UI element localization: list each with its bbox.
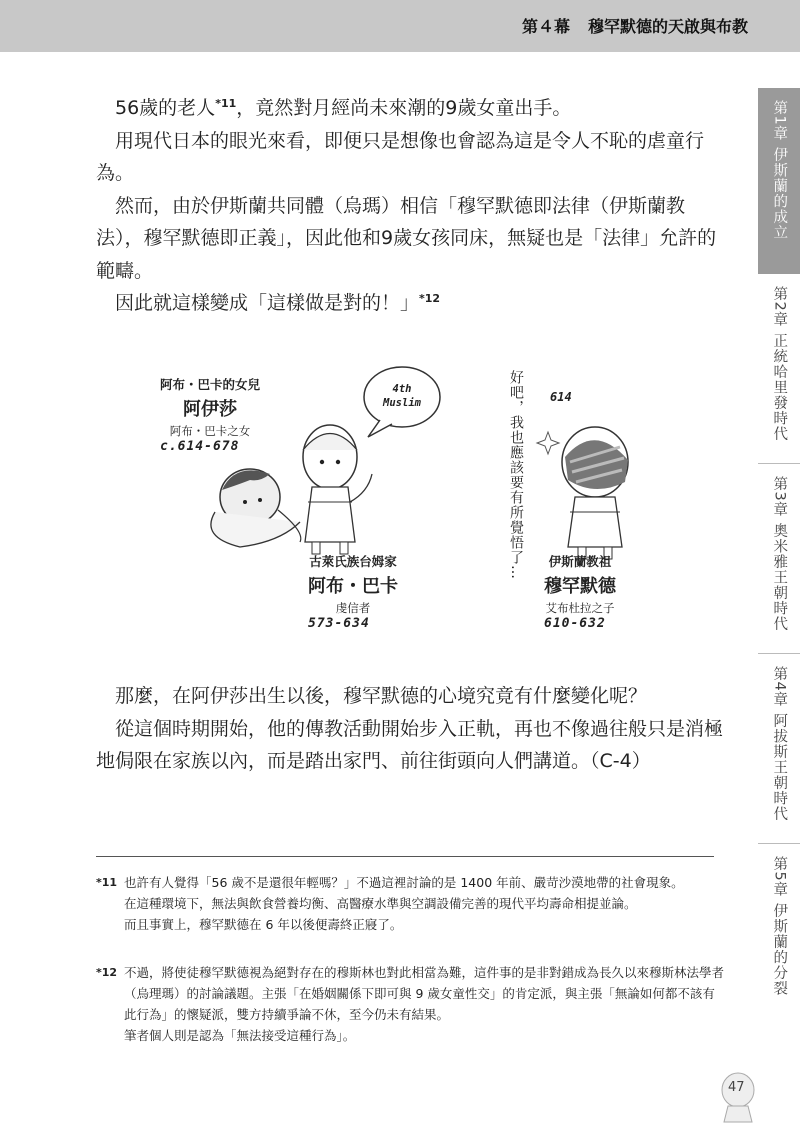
sidebar-chapter-5[interactable] — [758, 844, 800, 1010]
sidebar-chapter-1[interactable] — [758, 88, 800, 274]
sidebar-chapter-5-title: 伊斯蘭的分裂 — [771, 903, 788, 997]
bubble-line-2: Muslim — [383, 397, 421, 409]
abubakr-dates: 573-634 — [308, 616, 370, 631]
abubakr-name: 阿布・巴卡 — [308, 576, 398, 597]
sidebar-chapter-2-title: 正統哈里發時代 — [771, 333, 788, 442]
aisha-label — [160, 375, 260, 454]
paragraph-5: 那麼，在阿伊莎出生以後，穆罕默德的心境究竟有什麼變化呢？ — [115, 685, 648, 707]
year-label: 614 — [550, 390, 572, 404]
bubble-line-1: 4th — [392, 383, 412, 395]
body-text-top — [96, 92, 726, 320]
footnote-12-mark: *12 — [96, 966, 118, 979]
aisha-figure — [211, 469, 301, 547]
running-header — [0, 0, 800, 52]
aisha-kicker: 阿布・巴卡的女兒 — [160, 377, 261, 392]
footnote-11 — [96, 872, 726, 935]
aisha-name: 阿伊莎 — [183, 399, 237, 420]
sidebar-chapter-2-num: 第2章 — [771, 286, 788, 328]
paragraph-2: 用現代日本的眼光來看，即便只是想像也會認為這是令人不恥的虐童行為。 — [96, 129, 705, 184]
footnote-12-line-1: 不過，將使徒穆罕默德視為絕對存在的穆斯林也對此相當為難，這件事的是非對錯成為長久以來穆斯林法學者（烏理瑪）的討論議題。主張「在婚姻關係下即可與 9 歲女童性交」的肯定派，與主張「無論如何都不該有此行為」的懷疑派，雙方持續爭論不休，至今仍未有結果。 — [124, 965, 725, 1022]
p4-text: 因此就這樣變成「這樣做是對的！」 — [115, 292, 420, 314]
mascot-icon — [716, 1068, 760, 1126]
header-title — [522, 14, 748, 37]
speech-col-2: 我也應該要有所覺悟了… — [508, 415, 524, 580]
paragraph-3: 然而，由於伊斯蘭共同體（烏瑪）相信「穆罕默德即法律（伊斯蘭教法），穆罕默德即正義」，因此他和9歲女孩同床，無疑也是「法律」允許的範疇。 — [96, 194, 717, 282]
paragraph-1 — [96, 92, 726, 125]
character-illustration — [140, 362, 680, 637]
paragraph-4 — [96, 287, 726, 320]
muhammad-figure — [537, 427, 628, 559]
p1-text-b: ，竟然對月經尚未來潮的9歲女童出手。 — [236, 97, 572, 119]
abubakr-label — [308, 552, 398, 631]
sidebar-chapter-2[interactable] — [758, 274, 800, 464]
sidebar-chapter-4[interactable] — [758, 654, 800, 844]
footnote-ref-11[interactable]: *11 — [215, 97, 237, 110]
aisha-sub: 阿布・巴卡之女 — [169, 424, 251, 438]
sidebar-chapter-4-num: 第4章 — [771, 666, 788, 708]
page-number: 47 — [728, 1080, 745, 1095]
sidebar-chapter-5-num: 第5章 — [771, 856, 788, 898]
sidebar-chapter-1-num: 第1章 — [771, 100, 788, 142]
abubakr-figure — [303, 425, 372, 554]
sidebar-chapter-3[interactable] — [758, 464, 800, 654]
body-text-bottom — [96, 680, 726, 778]
speech-bubble-text — [366, 382, 438, 410]
header-chapter: 第４幕 — [521, 17, 570, 36]
muhammad-label — [544, 552, 616, 631]
sidebar-chapter-3-num: 第3章 — [771, 476, 788, 518]
header-section-title: 穆罕默德的天啟與布教 — [587, 17, 748, 36]
sidebar-chapter-1-title: 伊斯蘭的成立 — [771, 147, 788, 241]
footnote-divider — [96, 856, 714, 857]
abubakr-sub: 虔信者 — [335, 601, 371, 615]
footnote-11-line-3: 而且事實上，穆罕默德在 6 年以後便壽終正寢了。 — [124, 917, 403, 932]
aisha-dates: c.614-678 — [160, 439, 240, 454]
footnote-12-line-2: 筆者個人則是認為「無法接受這種行為」。 — [124, 1028, 356, 1043]
p1-text-a: 56歲的老人 — [115, 97, 216, 119]
abubakr-kicker: 古萊氏族台姆家 — [309, 554, 397, 569]
muhammad-sub: 艾布杜拉之子 — [545, 601, 615, 615]
chapter-sidebar — [758, 88, 800, 1010]
speech-col-1: 好吧， — [508, 370, 524, 415]
paragraph-6: 從這個時期開始，他的傳教活動開始步入正軌，再也不像過往般只是消極地侷限在家族以內，而是踏出家門、前往街頭向人們講道。（C-4） — [96, 717, 724, 772]
footnote-11-mark: *11 — [96, 876, 118, 889]
footnote-11-line-2: 在這種環境下，無法與飲食營養均衡、高醫療水準與空調設備完善的現代平均壽命相提並論。 — [124, 896, 637, 911]
sidebar-chapter-3-title: 奧米雅王朝時代 — [771, 523, 788, 632]
muhammad-kicker: 伊斯蘭教祖 — [548, 554, 612, 569]
sidebar-chapter-4-title: 阿拔斯王朝時代 — [771, 713, 788, 822]
muhammad-dates: 610-632 — [544, 616, 606, 631]
footnote-12 — [96, 962, 726, 1046]
muhammad-name: 穆罕默德 — [544, 576, 616, 597]
footnote-11-line-1: 也許有人覺得「56 歲不是還很年輕嗎？」不過這裡討論的是 1400 年前、嚴苛沙漠地帶的社會現象。 — [124, 875, 684, 890]
muhammad-speech — [508, 370, 524, 580]
footnote-ref-12[interactable]: *12 — [419, 292, 441, 305]
